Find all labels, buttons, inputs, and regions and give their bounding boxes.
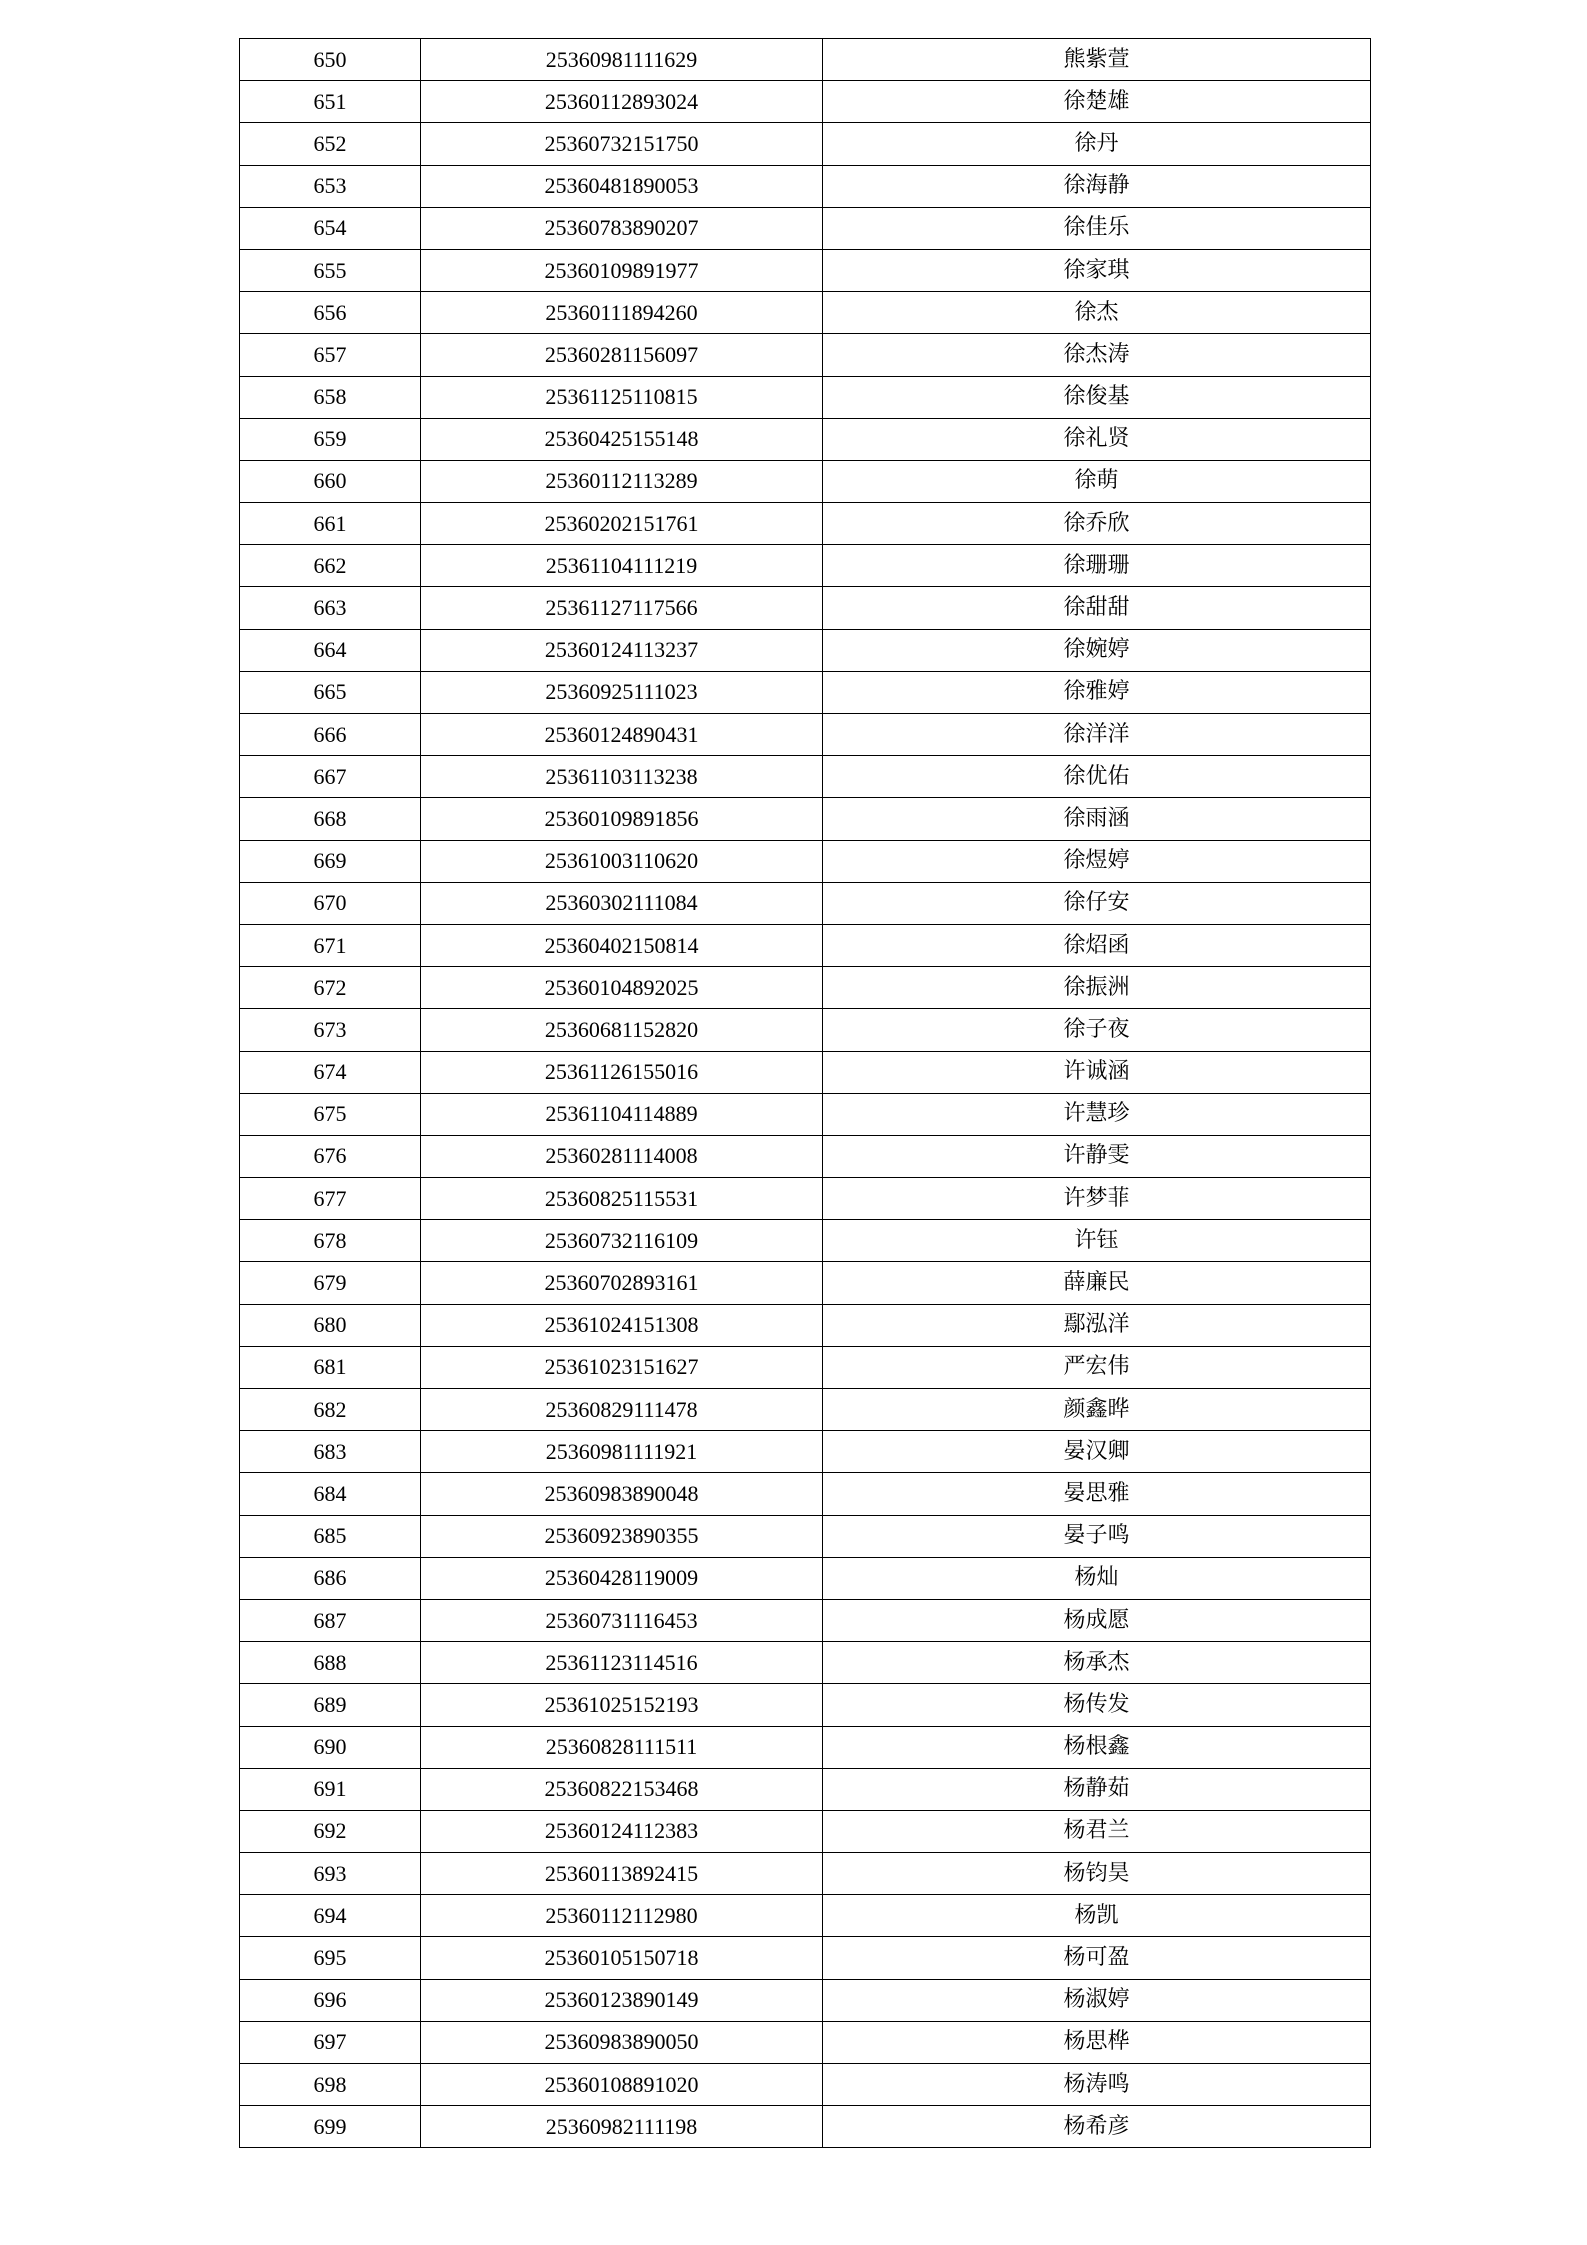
id-cell: 25361025152193 (421, 1684, 823, 1726)
id-cell: 25360109891856 (421, 798, 823, 840)
table-row (240, 1937, 1371, 1979)
table-row (240, 503, 1371, 545)
seq-cell: 699 (240, 2106, 421, 2148)
name-cell: 颜鑫晔 (823, 1389, 1371, 1431)
name-cell: 严宏伟 (823, 1346, 1371, 1388)
name-cell: 熊紫萱 (823, 39, 1371, 81)
name-cell: 徐雅婷 (823, 671, 1371, 713)
name-cell: 徐俊基 (823, 376, 1371, 418)
name-cell: 薛廉民 (823, 1262, 1371, 1304)
seq-cell: 670 (240, 882, 421, 924)
table-row (240, 714, 1371, 756)
id-cell: 25360109891977 (421, 249, 823, 291)
name-cell: 徐丹 (823, 123, 1371, 165)
id-cell: 25360108891020 (421, 2064, 823, 2106)
name-cell: 杨淑婷 (823, 1979, 1371, 2021)
seq-cell: 655 (240, 249, 421, 291)
name-cell: 许慧珍 (823, 1093, 1371, 1135)
table-row (240, 840, 1371, 882)
seq-cell: 669 (240, 840, 421, 882)
id-cell: 25360428119009 (421, 1557, 823, 1599)
id-cell: 25360983890048 (421, 1473, 823, 1515)
id-cell: 25360202151761 (421, 503, 823, 545)
id-cell: 25361003110620 (421, 840, 823, 882)
name-cell: 晏思雅 (823, 1473, 1371, 1515)
table-row (240, 967, 1371, 1009)
table-row (240, 376, 1371, 418)
id-cell: 25360425155148 (421, 418, 823, 460)
table-row (240, 924, 1371, 966)
id-cell: 25360112893024 (421, 81, 823, 123)
seq-cell: 687 (240, 1599, 421, 1641)
seq-cell: 653 (240, 165, 421, 207)
seq-cell: 650 (240, 39, 421, 81)
name-cell: 杨可盈 (823, 1937, 1371, 1979)
name-cell: 徐振洲 (823, 967, 1371, 1009)
name-cell: 徐礼贤 (823, 418, 1371, 460)
table-row (240, 123, 1371, 165)
name-cell: 徐家琪 (823, 249, 1371, 291)
id-cell: 25361104111219 (421, 545, 823, 587)
table-row (240, 1135, 1371, 1177)
name-cell: 杨涛鸣 (823, 2064, 1371, 2106)
seq-cell: 681 (240, 1346, 421, 1388)
seq-cell: 684 (240, 1473, 421, 1515)
table-row (240, 587, 1371, 629)
name-cell: 晏子鸣 (823, 1515, 1371, 1557)
seq-cell: 654 (240, 207, 421, 249)
id-cell: 25360124890431 (421, 714, 823, 756)
name-cell: 杨钧昊 (823, 1853, 1371, 1895)
seq-cell: 664 (240, 629, 421, 671)
seq-cell: 689 (240, 1684, 421, 1726)
id-cell: 25361127117566 (421, 587, 823, 629)
seq-cell: 652 (240, 123, 421, 165)
table-row (240, 2021, 1371, 2063)
seq-cell: 675 (240, 1093, 421, 1135)
table-row (240, 1895, 1371, 1937)
seq-cell: 661 (240, 503, 421, 545)
id-cell: 25360111894260 (421, 292, 823, 334)
name-cell: 杨灿 (823, 1557, 1371, 1599)
table-row (240, 1051, 1371, 1093)
table-row (240, 39, 1371, 81)
id-cell: 25360981111921 (421, 1431, 823, 1473)
name-cell: 许静雯 (823, 1135, 1371, 1177)
seq-cell: 679 (240, 1262, 421, 1304)
id-cell: 25360302111084 (421, 882, 823, 924)
table-row (240, 1979, 1371, 2021)
seq-cell: 671 (240, 924, 421, 966)
id-cell: 25360402150814 (421, 924, 823, 966)
seq-cell: 690 (240, 1726, 421, 1768)
id-cell: 25360281156097 (421, 334, 823, 376)
name-cell: 徐甜甜 (823, 587, 1371, 629)
seq-cell: 665 (240, 671, 421, 713)
name-cell: 徐优佑 (823, 756, 1371, 798)
id-cell: 25360104892025 (421, 967, 823, 1009)
seq-cell: 672 (240, 967, 421, 1009)
table-row (240, 249, 1371, 291)
table-row (240, 1768, 1371, 1810)
seq-cell: 677 (240, 1178, 421, 1220)
name-cell: 晏汉卿 (823, 1431, 1371, 1473)
name-cell: 杨思桦 (823, 2021, 1371, 2063)
id-cell: 25361126155016 (421, 1051, 823, 1093)
id-cell: 25360481890053 (421, 165, 823, 207)
id-cell: 25361104114889 (421, 1093, 823, 1135)
seq-cell: 667 (240, 756, 421, 798)
id-cell: 25361024151308 (421, 1304, 823, 1346)
id-cell: 25360822153468 (421, 1768, 823, 1810)
table-row (240, 1684, 1371, 1726)
name-cell: 杨承杰 (823, 1642, 1371, 1684)
name-cell: 许诚涵 (823, 1051, 1371, 1093)
roster-body (240, 39, 1371, 2148)
seq-cell: 674 (240, 1051, 421, 1093)
id-cell: 25360124113237 (421, 629, 823, 671)
table-row (240, 2064, 1371, 2106)
id-cell: 25360783890207 (421, 207, 823, 249)
table-row (240, 292, 1371, 334)
name-cell: 徐洋洋 (823, 714, 1371, 756)
id-cell: 25360825115531 (421, 1178, 823, 1220)
seq-cell: 695 (240, 1937, 421, 1979)
name-cell: 杨凯 (823, 1895, 1371, 1937)
name-cell: 杨根鑫 (823, 1726, 1371, 1768)
table-row (240, 1220, 1371, 1262)
id-cell: 25360105150718 (421, 1937, 823, 1979)
seq-cell: 666 (240, 714, 421, 756)
seq-cell: 691 (240, 1768, 421, 1810)
seq-cell: 698 (240, 2064, 421, 2106)
table-row (240, 334, 1371, 376)
id-cell: 25360113892415 (421, 1853, 823, 1895)
seq-cell: 657 (240, 334, 421, 376)
id-cell: 25360981111629 (421, 39, 823, 81)
seq-cell: 656 (240, 292, 421, 334)
name-cell: 杨希彦 (823, 2106, 1371, 2148)
table-row (240, 1178, 1371, 1220)
id-cell: 25360982111198 (421, 2106, 823, 2148)
id-cell: 25361023151627 (421, 1346, 823, 1388)
id-cell: 25360923890355 (421, 1515, 823, 1557)
name-cell: 徐杰 (823, 292, 1371, 334)
id-cell: 25360124112383 (421, 1810, 823, 1852)
name-cell: 徐雨涵 (823, 798, 1371, 840)
seq-cell: 693 (240, 1853, 421, 1895)
seq-cell: 658 (240, 376, 421, 418)
seq-cell: 678 (240, 1220, 421, 1262)
seq-cell: 694 (240, 1895, 421, 1937)
table-row (240, 1389, 1371, 1431)
seq-cell: 688 (240, 1642, 421, 1684)
seq-cell: 696 (240, 1979, 421, 2021)
table-row (240, 671, 1371, 713)
seq-cell: 683 (240, 1431, 421, 1473)
id-cell: 25360281114008 (421, 1135, 823, 1177)
seq-cell: 651 (240, 81, 421, 123)
name-cell: 徐萌 (823, 460, 1371, 502)
id-cell: 25360731116453 (421, 1599, 823, 1641)
table-row (240, 165, 1371, 207)
seq-cell: 660 (240, 460, 421, 502)
name-cell: 徐杰涛 (823, 334, 1371, 376)
table-row (240, 798, 1371, 840)
id-cell: 25360112113289 (421, 460, 823, 502)
seq-cell: 676 (240, 1135, 421, 1177)
name-cell: 徐炤函 (823, 924, 1371, 966)
seq-cell: 697 (240, 2021, 421, 2063)
table-row (240, 1853, 1371, 1895)
name-cell: 徐煜婷 (823, 840, 1371, 882)
id-cell: 25361125110815 (421, 376, 823, 418)
id-cell: 25361103113238 (421, 756, 823, 798)
seq-cell: 673 (240, 1009, 421, 1051)
table-row (240, 2106, 1371, 2148)
table-row (240, 1009, 1371, 1051)
name-cell: 鄢泓洋 (823, 1304, 1371, 1346)
seq-cell: 685 (240, 1515, 421, 1557)
name-cell: 杨传发 (823, 1684, 1371, 1726)
table-row (240, 1262, 1371, 1304)
table-row (240, 882, 1371, 924)
table-row (240, 1810, 1371, 1852)
table-row (240, 1093, 1371, 1135)
id-cell: 25360828111511 (421, 1726, 823, 1768)
table-row (240, 1346, 1371, 1388)
table-row (240, 207, 1371, 249)
seq-cell: 659 (240, 418, 421, 460)
name-cell: 徐仔安 (823, 882, 1371, 924)
id-cell: 25360681152820 (421, 1009, 823, 1051)
id-cell: 25360983890050 (421, 2021, 823, 2063)
name-cell: 徐婉婷 (823, 629, 1371, 671)
table-row (240, 1515, 1371, 1557)
seq-cell: 682 (240, 1389, 421, 1431)
seq-cell: 692 (240, 1810, 421, 1852)
table-row (240, 1304, 1371, 1346)
table-row (240, 418, 1371, 460)
id-cell: 25360112112980 (421, 1895, 823, 1937)
id-cell: 25360123890149 (421, 1979, 823, 2021)
seq-cell: 686 (240, 1557, 421, 1599)
table-row (240, 1642, 1371, 1684)
seq-cell: 663 (240, 587, 421, 629)
table-row (240, 545, 1371, 587)
table-row (240, 81, 1371, 123)
id-cell: 25360925111023 (421, 671, 823, 713)
id-cell: 25360702893161 (421, 1262, 823, 1304)
table-row (240, 1557, 1371, 1599)
name-cell: 徐佳乐 (823, 207, 1371, 249)
seq-cell: 680 (240, 1304, 421, 1346)
id-cell: 25361123114516 (421, 1642, 823, 1684)
id-cell: 25360829111478 (421, 1389, 823, 1431)
table-row (240, 1431, 1371, 1473)
name-cell: 杨君兰 (823, 1810, 1371, 1852)
seq-cell: 668 (240, 798, 421, 840)
table-row (240, 756, 1371, 798)
name-cell: 徐楚雄 (823, 81, 1371, 123)
id-cell: 25360732116109 (421, 1220, 823, 1262)
name-cell: 徐海静 (823, 165, 1371, 207)
name-cell: 杨成愿 (823, 1599, 1371, 1641)
name-cell: 杨静茹 (823, 1768, 1371, 1810)
name-cell: 许梦菲 (823, 1178, 1371, 1220)
name-cell: 许钰 (823, 1220, 1371, 1262)
roster-table (239, 38, 1371, 2148)
table-row (240, 460, 1371, 502)
name-cell: 徐子夜 (823, 1009, 1371, 1051)
name-cell: 徐乔欣 (823, 503, 1371, 545)
id-cell: 25360732151750 (421, 123, 823, 165)
table-row (240, 629, 1371, 671)
table-row (240, 1726, 1371, 1768)
table-row (240, 1473, 1371, 1515)
table-row (240, 1599, 1371, 1641)
seq-cell: 662 (240, 545, 421, 587)
name-cell: 徐珊珊 (823, 545, 1371, 587)
